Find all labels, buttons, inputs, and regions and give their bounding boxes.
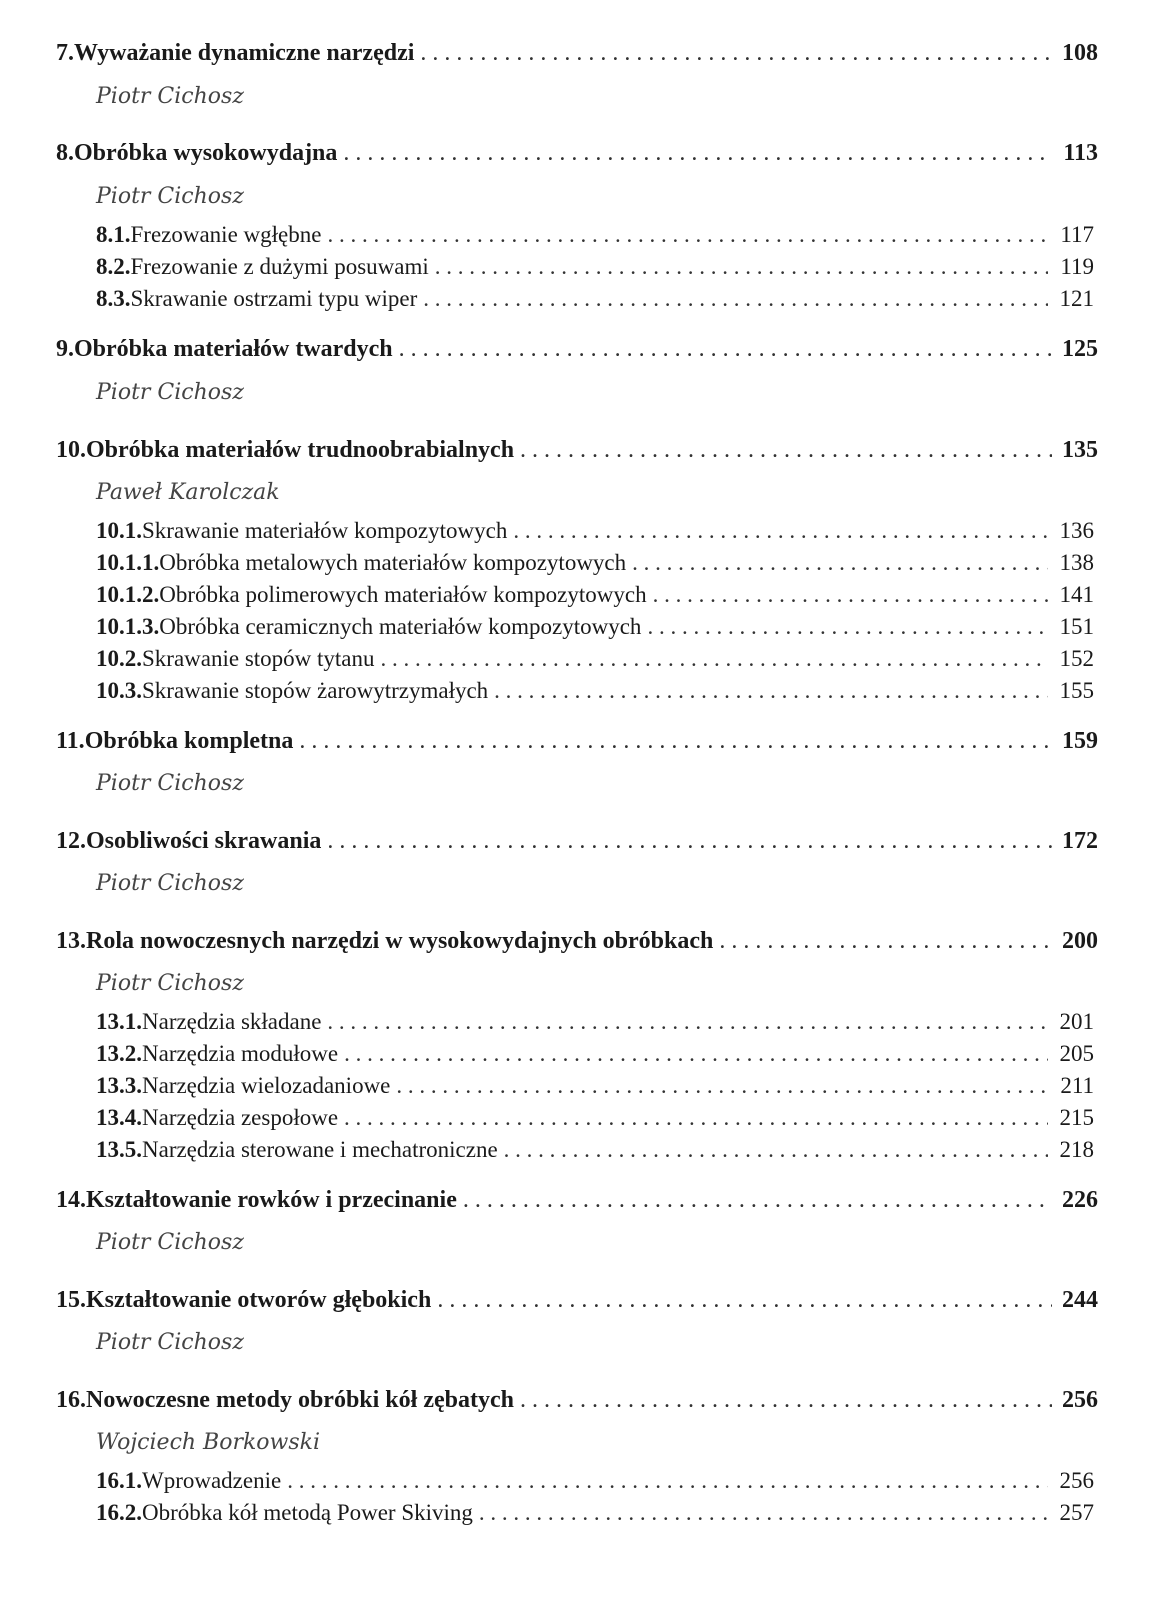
toc-section-entry[interactable] <box>96 1500 1094 1526</box>
page-number: 201 <box>1059 1009 1094 1034</box>
page-number: 135 <box>1062 437 1098 463</box>
dot-leader <box>299 728 1052 755</box>
page-number: 136 <box>1059 518 1094 543</box>
section-title: Obróbka kół metodą Power Skiving <box>142 1500 473 1525</box>
toc-chapter-entry[interactable] <box>56 437 1098 464</box>
section-title: Narzędzia zespołowe <box>142 1105 339 1130</box>
section-number: 13.1. <box>96 1009 142 1034</box>
dot-leader <box>494 678 1048 704</box>
dot-leader <box>327 1009 1048 1035</box>
dot-leader <box>381 646 1048 672</box>
toc-section-entry[interactable] <box>96 1073 1094 1099</box>
section-title: Obróbka ceramicznych materiałów kompozytowych <box>159 614 642 639</box>
toc-chapter-entry[interactable] <box>56 336 1098 363</box>
dot-leader <box>653 582 1048 608</box>
chapter-number: 12. <box>56 828 86 854</box>
dot-leader <box>343 140 1052 167</box>
toc-section-entry[interactable] <box>96 1009 1094 1035</box>
section-title: Frezowanie wgłębne <box>130 222 322 247</box>
page-number: 244 <box>1062 1287 1098 1313</box>
section-title: Skrawanie stopów tytanu <box>142 646 375 671</box>
section-number: 8.3. <box>96 286 131 311</box>
dot-leader <box>719 928 1052 955</box>
dot-leader <box>520 1387 1052 1414</box>
chapter-title: Obróbka kompletna <box>84 728 294 754</box>
chapter-number: 13. <box>56 928 86 954</box>
section-number: 13.4. <box>96 1105 142 1130</box>
chapter-number: 15. <box>56 1287 86 1313</box>
page-number: 125 <box>1062 336 1098 362</box>
toc-section-entry[interactable] <box>96 614 1094 640</box>
dot-leader <box>420 40 1052 67</box>
dot-leader <box>513 518 1048 544</box>
dot-leader <box>423 286 1048 312</box>
toc-chapter-entry[interactable] <box>56 1187 1098 1214</box>
page-number: 211 <box>1060 1073 1094 1098</box>
section-title: Skrawanie stopów żarowytrzymałych <box>142 678 489 703</box>
page-number: 155 <box>1059 678 1094 703</box>
dot-leader <box>520 437 1052 464</box>
section-number: 13.3. <box>96 1073 142 1098</box>
section-number: 10.2. <box>96 646 142 671</box>
toc-section-entry[interactable] <box>96 254 1094 280</box>
dot-leader <box>437 1287 1052 1314</box>
section-title: Obróbka polimerowych materiałów kompozytowych <box>159 582 647 607</box>
section-number: 13.5. <box>96 1137 142 1162</box>
section-title: Narzędzia składane <box>142 1009 322 1034</box>
chapter-number: 8. <box>56 140 74 166</box>
section-number: 10.1.1. <box>96 550 160 575</box>
section-number: 16.1. <box>96 1468 142 1493</box>
toc-section-entry[interactable] <box>96 1041 1094 1067</box>
toc-chapter-entry[interactable] <box>56 728 1098 755</box>
section-title: Skrawanie materiałów kompozytowych <box>142 518 508 543</box>
section-number: 8.2. <box>96 254 131 279</box>
page-number: 121 <box>1059 286 1094 311</box>
section-number: 10.1.3. <box>96 614 160 639</box>
toc-section-entry[interactable] <box>96 678 1094 704</box>
toc-section-entry[interactable] <box>96 1137 1094 1163</box>
chapter-title: Kształtowanie rowków i przecinanie <box>86 1187 457 1213</box>
toc-section-entry[interactable] <box>96 1468 1094 1494</box>
section-number: 8.1. <box>96 222 131 247</box>
chapter-author: Piotr Cichosz <box>96 184 244 209</box>
section-title: Wprowadzenie <box>142 1468 282 1493</box>
page-number: 257 <box>1059 1500 1094 1525</box>
chapter-author: Piotr Cichosz <box>96 380 244 405</box>
chapter-title: Kształtowanie otworów głębokich <box>86 1287 432 1313</box>
page-number: 141 <box>1059 582 1094 607</box>
dot-leader <box>435 254 1048 280</box>
chapter-title: Obróbka wysokowydajna <box>74 140 338 166</box>
toc-chapter-entry[interactable] <box>56 928 1098 955</box>
section-title: Narzędzia modułowe <box>142 1041 339 1066</box>
page-number: 218 <box>1059 1137 1094 1162</box>
chapter-number: 7. <box>56 40 74 66</box>
chapter-title: Osobliwości skrawania <box>86 828 322 854</box>
chapter-author: Paweł Karolczak <box>96 480 280 505</box>
chapter-author: Piotr Cichosz <box>96 971 244 996</box>
page-number: 151 <box>1059 614 1094 639</box>
chapter-author: Piotr Cichosz <box>96 771 244 796</box>
chapter-number: 14. <box>56 1187 86 1213</box>
section-title: Narzędzia sterowane i mechatroniczne <box>142 1137 498 1162</box>
dot-leader <box>504 1137 1048 1163</box>
page-number: 256 <box>1059 1468 1094 1493</box>
dot-leader <box>327 828 1052 855</box>
toc-chapter-entry[interactable] <box>56 1387 1098 1414</box>
toc-section-entry[interactable] <box>96 286 1094 312</box>
dot-leader <box>327 222 1048 248</box>
toc-chapter-entry[interactable] <box>56 1287 1098 1314</box>
chapter-number: 16. <box>56 1387 86 1413</box>
chapter-number: 9. <box>56 336 74 362</box>
dot-leader <box>479 1500 1048 1526</box>
chapter-author: Piotr Cichosz <box>96 1230 244 1255</box>
chapter-author: Piotr Cichosz <box>96 871 244 896</box>
toc-section-entry[interactable] <box>96 550 1094 576</box>
page-number: 117 <box>1060 222 1094 247</box>
page-number: 205 <box>1059 1041 1094 1066</box>
toc-section-entry[interactable] <box>96 1105 1094 1131</box>
toc-section-entry[interactable] <box>96 222 1094 248</box>
section-number: 10.1.2. <box>96 582 160 607</box>
dot-leader <box>463 1187 1052 1214</box>
section-title: Obróbka metalowych materiałów kompozytowych <box>159 550 627 575</box>
chapter-number: 10. <box>56 437 86 463</box>
dot-leader <box>344 1041 1048 1067</box>
dot-leader <box>396 1073 1048 1099</box>
page-number: 113 <box>1063 140 1098 166</box>
dot-leader <box>399 336 1052 363</box>
section-title: Frezowanie z dużymi posuwami <box>130 254 429 279</box>
toc-chapter-entry[interactable] <box>56 828 1098 855</box>
toc-section-entry[interactable] <box>96 582 1094 608</box>
dot-leader <box>647 614 1048 640</box>
page-number: 215 <box>1059 1105 1094 1130</box>
chapter-author: Wojciech Borkowski <box>96 1430 321 1455</box>
chapter-number: 11. <box>56 728 85 754</box>
page-number: 152 <box>1059 646 1094 671</box>
toc-chapter-entry[interactable] <box>56 140 1098 167</box>
page-number: 119 <box>1060 254 1094 279</box>
page-number: 159 <box>1062 728 1098 754</box>
section-title: Skrawanie ostrzami typu wiper <box>130 286 418 311</box>
page-number: 108 <box>1062 40 1098 66</box>
chapter-title: Rola nowoczesnych narzędzi w wysokowydajnych obróbkach <box>86 928 714 954</box>
toc-section-entry[interactable] <box>96 518 1094 544</box>
dot-leader <box>632 550 1048 576</box>
page-number: 172 <box>1062 828 1098 854</box>
page-number: 138 <box>1059 550 1094 575</box>
chapter-title: Wyważanie dynamiczne narzędzi <box>74 40 415 66</box>
section-number: 16.2. <box>96 1500 142 1525</box>
chapter-author: Piotr Cichosz <box>96 84 244 109</box>
chapter-title: Obróbka materiałów trudnoobrabialnych <box>86 437 515 463</box>
section-number: 10.3. <box>96 678 142 703</box>
chapter-title: Obróbka materiałów twardych <box>74 336 393 362</box>
page-number: 200 <box>1062 928 1098 954</box>
toc-chapter-entry[interactable] <box>56 40 1098 67</box>
section-number: 13.2. <box>96 1041 142 1066</box>
dot-leader <box>287 1468 1048 1494</box>
chapter-title: Nowoczesne metody obróbki kół zębatych <box>86 1387 514 1413</box>
page-number: 226 <box>1062 1187 1098 1213</box>
chapter-author: Piotr Cichosz <box>96 1330 244 1355</box>
toc-section-entry[interactable] <box>96 646 1094 672</box>
section-title: Narzędzia wielozadaniowe <box>142 1073 391 1098</box>
section-number: 10.1. <box>96 518 142 543</box>
page-number: 256 <box>1062 1387 1098 1413</box>
dot-leader <box>344 1105 1048 1131</box>
